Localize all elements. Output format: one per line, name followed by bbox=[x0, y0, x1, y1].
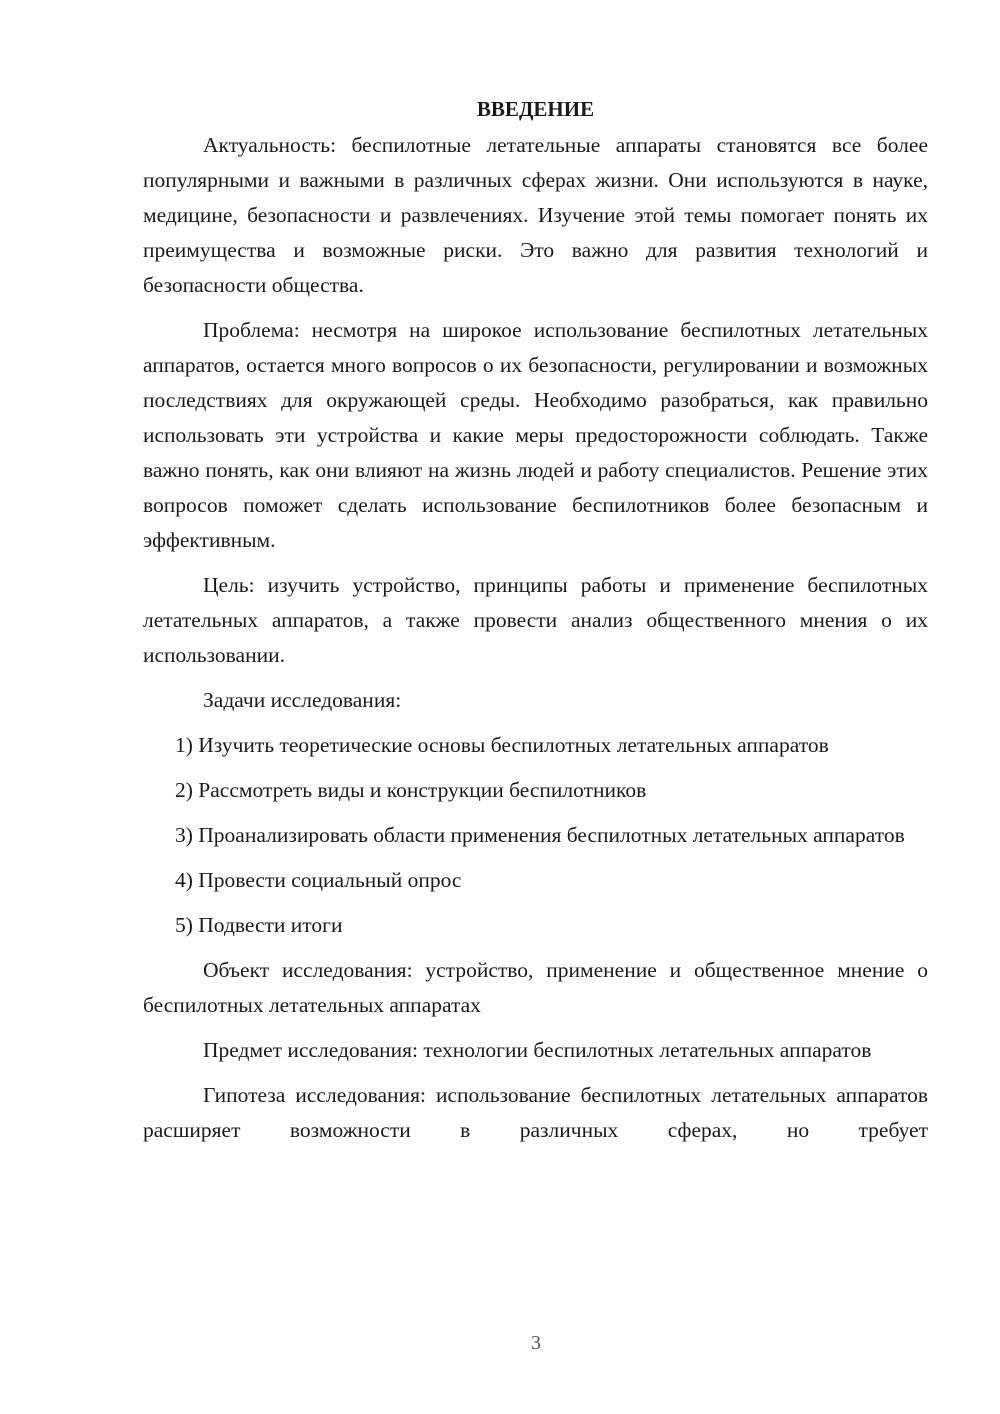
paragraph-tasks-title: Задачи исследования: bbox=[203, 688, 402, 712]
task-item-4: 4) Провести социальный опрос bbox=[175, 868, 462, 892]
task-item-5: 5) Подвести итоги bbox=[175, 913, 343, 937]
document-page bbox=[143, 92, 928, 1148]
paragraph-hypothesis: Гипотеза исследования: использование беспилотных летательных аппаратов расширяет возможности в различных сферах, но требует bbox=[143, 1083, 928, 1142]
task-item-3: 3) Проанализировать области применения беспилотных летательных аппаратов bbox=[175, 823, 905, 847]
paragraph-subject: Предмет исследования: технологии беспилотных летательных аппаратов bbox=[203, 1038, 872, 1062]
page-number: 3 bbox=[531, 1332, 541, 1354]
paragraph-object: Объект исследования: устройство, применение и общественное мнение о беспилотных летательных аппаратах bbox=[143, 958, 928, 1017]
paragraph-problem: Проблема: несмотря на широкое использование беспилотных летательных аппаратов, остается много вопросов о их безопасности, регулировании и возможных последствиях для окружающей среды. Необходимо разобраться, как правильно использовать эти устройства и какие меры предосторожности соблюдать. Также важно понять, как они влияют на жизнь людей и работу специалистов. Решение этих вопросов поможет сделать использование беспилотников более безопасным и эффективным. bbox=[143, 318, 928, 552]
paragraph-relevance: Актуальность: беспилотные летательные аппараты становятся все более популярными и важными в различных сферах жизни. Они используются в науке, медицине, безопасности и развлечениях. Изучение этой темы помогает понять их преимущества и возможные риски. Это важно для развития технологий и безопасности общества. bbox=[143, 133, 928, 297]
paragraph-goal: Цель: изучить устройство, принципы работы и применение беспилотных летательных аппаратов, а также провести анализ общественного мнения о их использовании. bbox=[143, 573, 928, 667]
task-item-1: 1) Изучить теоретические основы беспилотных летательных аппаратов bbox=[175, 733, 829, 757]
task-item-2: 2) Рассмотреть виды и конструкции беспилотников bbox=[175, 778, 647, 802]
section-heading: ВВЕДЕНИЕ bbox=[476, 97, 595, 121]
